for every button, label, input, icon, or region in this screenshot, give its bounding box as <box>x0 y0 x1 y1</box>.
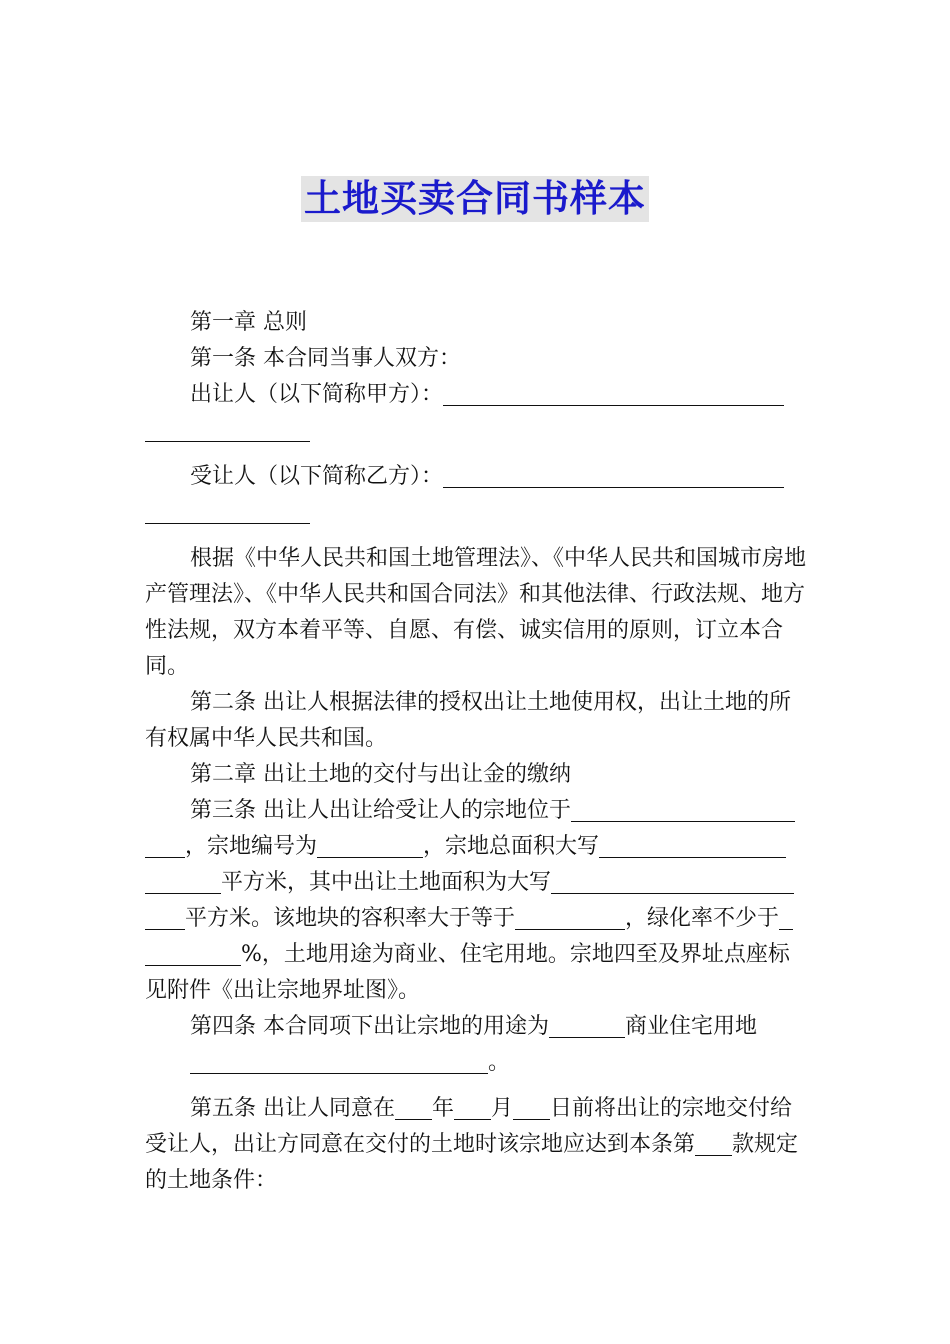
day-blank[interactable] <box>513 1097 550 1120</box>
article-4 <box>145 1009 807 1045</box>
party-b-label: 受让人（以下简称乙方）： <box>190 464 444 489</box>
plot-ratio-blank[interactable] <box>515 907 625 930</box>
document-title: 土地买卖合同书样本 <box>301 176 649 222</box>
party-a-blank-2[interactable] <box>145 419 310 442</box>
party-b-blank-2[interactable] <box>145 501 310 524</box>
month-blank[interactable] <box>454 1097 491 1120</box>
chapter-1-heading: 第一章 总则 <box>190 310 307 335</box>
usage-blank-2[interactable] <box>190 1051 488 1074</box>
usage-blank[interactable] <box>549 1015 625 1038</box>
article-5-text-b: 日前将出让的宗地交付给受让人，出让方同意在交付的土地时该宗地应达到本条第 <box>145 1096 793 1157</box>
article-3-text-b: ，宗地编号为 <box>185 834 318 859</box>
article-5 <box>145 1091 807 1199</box>
article-4-text-c: 。 <box>488 1050 511 1075</box>
article-3-text-g: %，土地用途为商业、住宅用地。宗地四至及界址点座标见附件《出让宗地界址图》。 <box>145 942 790 1003</box>
year-blank[interactable] <box>395 1097 432 1120</box>
article-5-text-c: 款规定的土地条件： <box>145 1132 799 1193</box>
article-3-text-f: ，绿化率不少于 <box>625 906 780 931</box>
green-ratio-blank[interactable] <box>779 907 793 930</box>
party-a-line <box>145 377 807 413</box>
article-3 <box>145 793 807 1009</box>
article-4-text-a: 第四条 本合同项下出让宗地的用途为 <box>190 1014 549 1039</box>
location-blank[interactable] <box>571 799 795 822</box>
article-3-text-e: 平方米。该地块的容积率大于等于 <box>185 906 516 931</box>
transfer-area-blank[interactable] <box>551 871 794 894</box>
basis-paragraph: 根据《中华人民共和国土地管理法》、《中华人民共和国城市房地产管理法》、《中华人民共和国合同法》和其他法律、行政法规、地方性法规，双方本着平等、自愿、有偿、诚实信用的原则，订立本合同。 <box>145 546 807 679</box>
article-1: 第一条 本合同当事人双方： <box>190 346 461 371</box>
transfer-area-blank-2[interactable] <box>145 907 185 930</box>
article-4-line-2 <box>145 1045 807 1081</box>
party-b-line-2 <box>145 495 807 531</box>
article-5-text-a: 第五条 出让人同意在 <box>190 1096 395 1121</box>
year-label: 年 <box>432 1096 455 1121</box>
clause-blank[interactable] <box>695 1133 732 1156</box>
party-a-blank[interactable] <box>443 383 784 406</box>
party-a-label: 出让人（以下简称甲方）： <box>190 382 444 407</box>
article-2: 第二条 出让人根据法律的授权出让土地使用权，出让土地的所有权属中华人民共和国。 <box>145 690 791 751</box>
party-b-line <box>145 459 807 495</box>
green-ratio-blank-2[interactable] <box>145 943 241 966</box>
article-3-text-a: 第三条 出让人出让给受让人的宗地位于 <box>190 798 571 823</box>
total-area-blank-2[interactable] <box>145 871 221 894</box>
month-label: 月 <box>491 1096 514 1121</box>
document-body <box>145 305 807 1199</box>
parcel-number-blank[interactable] <box>317 835 423 858</box>
article-3-text-c: ，宗地总面积大写 <box>423 834 600 859</box>
total-area-blank[interactable] <box>599 835 786 858</box>
article-3-text-d: 平方米，其中出让土地面积为大写 <box>221 870 552 895</box>
party-a-line-2 <box>145 413 807 449</box>
document-title-wrap <box>0 176 950 222</box>
chapter-2-heading: 第二章 出让土地的交付与出让金的缴纳 <box>190 762 571 787</box>
location-blank-2[interactable] <box>145 835 185 858</box>
usage-value: 商业住宅用地 <box>625 1014 758 1039</box>
party-b-blank[interactable] <box>443 465 784 488</box>
